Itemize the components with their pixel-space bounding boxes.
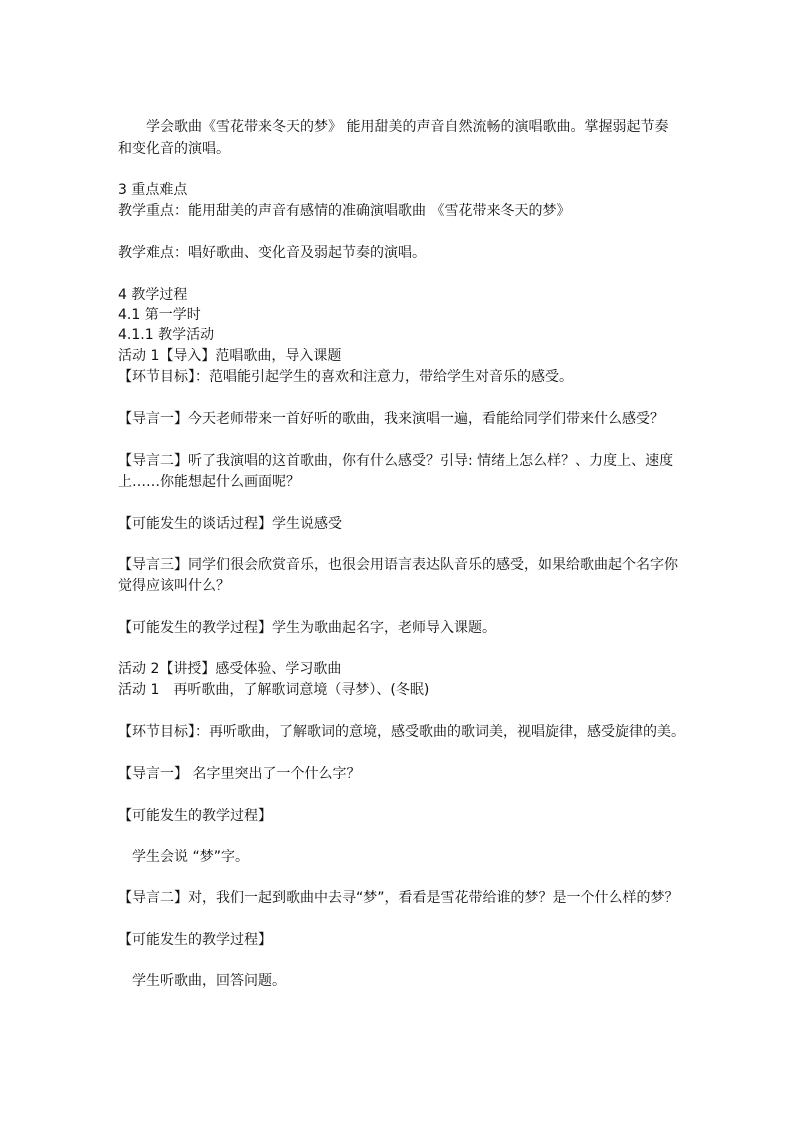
activity-1-talk: 【可能发生的谈话过程】学生说感受: [118, 516, 342, 532]
activity-2-objective: 【环节目标】：再听歌曲，了解歌词的意境，感受歌曲的歌词美，视唱旋律，感受旋律的美。: [118, 724, 685, 740]
goal-line-2: 和变化音的演唱。: [118, 141, 230, 157]
activity-1-guide-2-line-2: 上……你能想起什么画面呢？: [118, 474, 300, 490]
key-point: 教学重点：能用甜美的声音有感情的准确演唱歌曲 《雪花带来冬天的梦》: [118, 203, 571, 219]
section-3-heading: 3 重点难点: [118, 182, 188, 198]
activity-2-process-2-label: 【可能发生的教学过程】: [118, 932, 272, 948]
section-4-heading: 4 教学过程: [118, 287, 188, 303]
subsection-4-1: 4.1 第一学时: [118, 307, 201, 323]
activity-1-objective: 【环节目标】：范唱能引起学生的喜欢和注意力，带给学生对音乐的感受。: [118, 369, 573, 385]
activity-1-process: 【可能发生的教学过程】学生为歌曲起名字，老师导入课题。: [118, 620, 496, 636]
activity-1-guide-3-line-1: 【导言三】同学们很会欣赏音乐，也很会用语言表达队音乐的感受，如果给歌曲起个名字你: [118, 557, 678, 573]
difficulty: 教学难点：唱好歌曲、变化音及弱起节奏的演唱。: [118, 245, 426, 261]
activity-1-guide-2-line-1: 【导言二】听了我演唱的这首歌曲，你有什么感受？引导: 情绪上怎么样？、力度上、速度: [118, 453, 674, 469]
activity-2-process-1-label: 【可能发生的教学过程】: [118, 808, 272, 824]
activity-2-process-2-text: 学生听歌曲，回答问题。: [132, 973, 286, 989]
activity-2-guide-1: 【导言一】 名字里突出了一个什么字？: [118, 766, 361, 782]
activity-1-title: 活动 1【导入】范唱歌曲，导入课题: [118, 348, 342, 364]
activity-2-sub: 活动 1 再听歌曲，了解歌词意境（寻梦）、(冬眠): [118, 682, 430, 698]
subsection-4-1-1: 4.1.1 教学活动: [118, 327, 215, 343]
activity-2-process-1-text: 学生会说 “梦”字。: [132, 849, 249, 865]
activity-1-guide-1: 【导言一】今天老师带来一首好听的歌曲，我来演唱一遍，看能给同学们带来什么感受？: [118, 411, 664, 427]
activity-2-guide-2: 【导言二】对，我们一起到歌曲中去寻“梦”，看看是雪花带给谁的梦？是一个什么样的梦？: [118, 890, 679, 906]
goal-line-1: 学会歌曲《雪花带来冬天的梦》 能用甜美的声音自然流畅的演唱歌曲。掌握弱起节奏: [146, 119, 669, 135]
activity-2-title: 活动 2【讲授】感受体验、学习歌曲: [118, 661, 342, 677]
activity-1-guide-3-line-2: 觉得应该叫什么？: [118, 578, 230, 594]
